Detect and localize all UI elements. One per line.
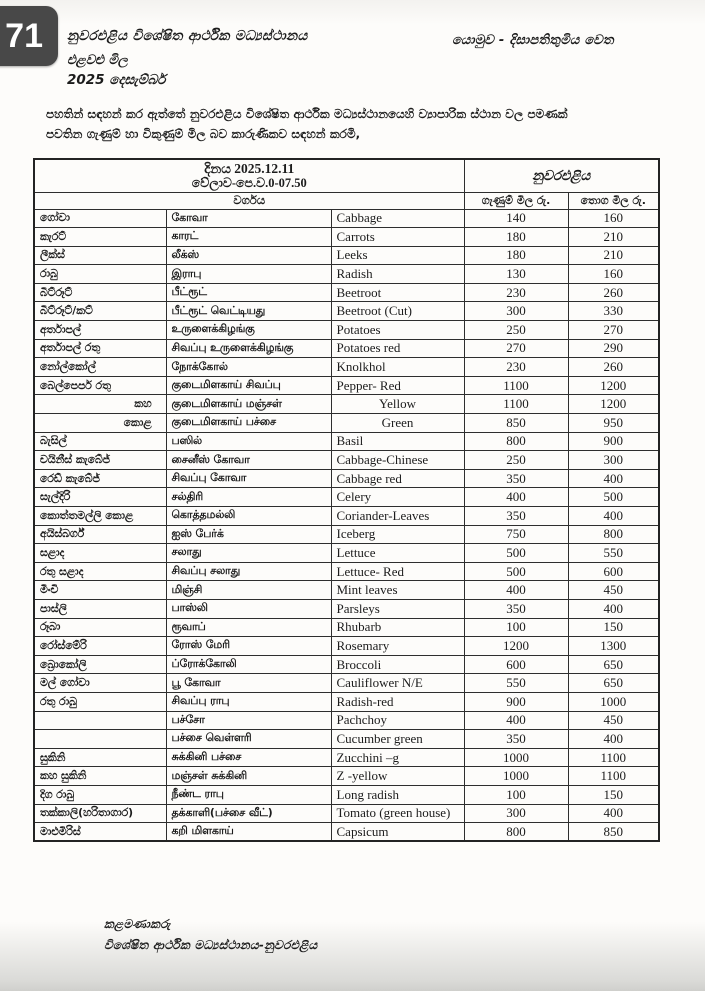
cell-wholesale-price: 210 (568, 228, 659, 247)
table-row (34, 302, 659, 321)
wholesale-price-header: තොග මිල රු. (568, 192, 659, 209)
cell-buying-price: 350 (464, 730, 568, 749)
buy-price-header: ගැණුම් මිල රු. (464, 192, 568, 209)
cell-wholesale-price: 850 (568, 823, 659, 842)
cell-tamil-name: சிவப்பு சலாது (166, 562, 331, 581)
cell-buying-price: 230 (464, 283, 568, 302)
cell-wholesale-price: 650 (568, 655, 659, 674)
cell-tamil-name: சிவப்பு ராபு (166, 692, 331, 711)
cell-wholesale-price: 160 (568, 265, 659, 284)
cell-english-name: Radish-red (331, 692, 464, 711)
cell-buying-price: 130 (464, 265, 568, 284)
table-row (34, 767, 659, 786)
cell-buying-price: 180 (464, 246, 568, 265)
cell-buying-price: 100 (464, 618, 568, 637)
cell-english-name: Knolkhol (331, 358, 464, 377)
cell-sinhala-name: චයිනීස් කැබේජ් (34, 451, 166, 470)
cell-english-name: Cucumber green (331, 730, 464, 749)
cell-english-name: Tomato (green house) (331, 804, 464, 823)
table-row (34, 823, 659, 842)
cell-wholesale-price: 650 (568, 674, 659, 693)
cell-english-name: Capsicum (331, 823, 464, 842)
cell-english-name: Radish (331, 265, 464, 284)
cell-tamil-name: கொத்தமல்லி (166, 507, 331, 526)
cell-sinhala-name: තක්කාලි(හරිතාගාර) (34, 804, 166, 823)
cell-buying-price: 300 (464, 302, 568, 321)
cell-english-name: Long radish (331, 785, 464, 804)
cell-tamil-name: சலாது (166, 544, 331, 563)
table-header-row-columns (34, 192, 659, 209)
cell-tamil-name: சல்திரி (166, 488, 331, 507)
cell-buying-price: 250 (464, 451, 568, 470)
cell-buying-price: 350 (464, 507, 568, 526)
cell-sinhala-name: බැසිල් (34, 432, 166, 451)
cell-buying-price: 850 (464, 414, 568, 433)
table-row (34, 228, 659, 247)
cell-english-name: Beetroot (331, 283, 464, 302)
intro-note-line-2: පවතින ගැණුම් හා විකුණුම් මිල බව කාරුණිකව සඳහන් කරමි, (46, 127, 361, 141)
cell-sinhala-name: රෝස්මේරි (34, 637, 166, 656)
cell-buying-price: 1100 (464, 376, 568, 395)
cell-tamil-name: பூ கோவா (166, 674, 331, 693)
cell-wholesale-price: 150 (568, 618, 659, 637)
table-row (34, 637, 659, 656)
cell-sinhala-name: බීට්රූට්/කට් (34, 302, 166, 321)
table-row (34, 674, 659, 693)
cell-english-name: Mint leaves (331, 581, 464, 600)
cell-tamil-name: கோவா (166, 209, 331, 228)
cell-wholesale-price: 400 (568, 507, 659, 526)
cell-english-name: Rosemary (331, 637, 464, 656)
document-title: එළවළු මිල (67, 53, 128, 68)
cell-buying-price: 230 (464, 358, 568, 377)
cell-tamil-name: கறி மிளகாய் (166, 823, 331, 842)
cell-buying-price: 550 (464, 674, 568, 693)
cell-english-name: Beetroot (Cut) (331, 302, 464, 321)
cell-sinhala-name: මාළුමිරිස් (34, 823, 166, 842)
cell-wholesale-price: 150 (568, 785, 659, 804)
cell-buying-price: 300 (464, 804, 568, 823)
cell-english-name: Celery (331, 488, 464, 507)
cell-wholesale-price: 330 (568, 302, 659, 321)
cell-wholesale-price: 450 (568, 711, 659, 730)
table-row (34, 730, 659, 749)
intro-note-line-1: පහතින් සඳහන් කර ඇත්තේ නුවරඑළිය විශේෂිත ආර්ථික මධ්‍යස්ථානයෙහි ව්‍යාපාරික ස්ථාන වල පමණක් (46, 107, 568, 121)
cell-buying-price: 500 (464, 544, 568, 563)
cell-sinhala-name: රූබා (34, 618, 166, 637)
cell-buying-price: 400 (464, 711, 568, 730)
table-row (34, 488, 659, 507)
cell-tamil-name: மிஞ்சி (166, 581, 331, 600)
cell-english-name: Green (331, 414, 464, 433)
table-row (34, 544, 659, 563)
time-label: වේලාව-පෙ.ව.0-07.50 (191, 175, 307, 190)
cell-buying-price: 1200 (464, 637, 568, 656)
page-number-badge: 71 (0, 6, 58, 66)
cell-sinhala-name: කොත්තමල්ලි කොළ (34, 507, 166, 526)
cell-tamil-name: குடைமிளகாய் சிவப்பு (166, 376, 331, 395)
cell-tamil-name: நோக்கோல் (166, 358, 331, 377)
price-table-body (34, 209, 659, 841)
cell-tamil-name: பீட்ரூட் (166, 283, 331, 302)
cell-wholesale-price: 1100 (568, 767, 659, 786)
table-row (34, 692, 659, 711)
cell-buying-price: 400 (464, 488, 568, 507)
cell-sinhala-name: බ්‍රොකෝලි (34, 655, 166, 674)
cell-sinhala-name (34, 711, 166, 730)
cell-sinhala-name: මීංචි (34, 581, 166, 600)
cell-sinhala-name: පාස්ලි (34, 599, 166, 618)
cell-sinhala-name: කොළ (34, 414, 166, 433)
cell-wholesale-price: 1200 (568, 376, 659, 395)
cell-buying-price: 250 (464, 321, 568, 340)
cell-english-name: Zucchini –g (331, 748, 464, 767)
cell-tamil-name: நீண்ட ராபு (166, 785, 331, 804)
cell-english-name: Broccoli (331, 655, 464, 674)
cell-wholesale-price: 260 (568, 358, 659, 377)
cell-english-name: Rhubarb (331, 618, 464, 637)
cell-sinhala-name: ගෝවා (34, 209, 166, 228)
cell-wholesale-price: 270 (568, 321, 659, 340)
table-row (34, 414, 659, 433)
cell-tamil-name: ஐஸ் பேர்க் (166, 525, 331, 544)
cell-buying-price: 900 (464, 692, 568, 711)
cell-wholesale-price: 1300 (568, 637, 659, 656)
cell-buying-price: 600 (464, 655, 568, 674)
cell-buying-price: 400 (464, 581, 568, 600)
cell-tamil-name: சிவப்பு கோவா (166, 469, 331, 488)
cell-wholesale-price: 600 (568, 562, 659, 581)
cell-sinhala-name: රෙඩ් කැබේජ් (34, 469, 166, 488)
cell-wholesale-price: 550 (568, 544, 659, 563)
cell-tamil-name: பஸில் (166, 432, 331, 451)
cell-sinhala-name: සළාද (34, 544, 166, 563)
cell-tamil-name: லீக்ஸ் (166, 246, 331, 265)
cell-sinhala-name: අර්තාපල් (34, 321, 166, 340)
cell-sinhala-name: බෙල්පෙපර් රතු (34, 376, 166, 395)
table-header-datetime (34, 159, 464, 192)
signatory-title: කළමණාකරු (104, 917, 171, 931)
signature-block (104, 914, 317, 956)
cell-tamil-name: இராபு (166, 265, 331, 284)
cell-english-name: Yellow (331, 395, 464, 414)
table-row (34, 804, 659, 823)
cell-buying-price: 1100 (464, 395, 568, 414)
cell-sinhala-name: මල් ගෝවා (34, 674, 166, 693)
cell-english-name: Cabbage (331, 209, 464, 228)
cell-tamil-name: பீட்ரூட் வெட்டியது (166, 302, 331, 321)
table-row (34, 599, 659, 618)
cell-buying-price: 800 (464, 432, 568, 451)
table-row (34, 748, 659, 767)
document-month: 2025 දෙසැම්බර් (67, 72, 166, 88)
cell-tamil-name: குடைமிளகாய் பச்சை (166, 414, 331, 433)
cell-sinhala-name: නෝල්කෝල් (34, 358, 166, 377)
cell-tamil-name: பச்சை வெள்ளரி (166, 730, 331, 749)
cell-sinhala-name: දිග රාබු (34, 785, 166, 804)
cell-english-name: Leeks (331, 246, 464, 265)
date-label: දිනය 2025.12.11 (204, 160, 295, 176)
cell-wholesale-price: 1200 (568, 395, 659, 414)
cell-wholesale-price: 210 (568, 246, 659, 265)
reference-note: යොමුව - දිසාපතිතුමිය වෙත (452, 33, 614, 48)
cell-english-name: Basil (331, 432, 464, 451)
cell-english-name: Pachchoy (331, 711, 464, 730)
table-row (34, 395, 659, 414)
cell-tamil-name: தக்காளி(பச்சை வீட்) (166, 804, 331, 823)
cell-wholesale-price: 160 (568, 209, 659, 228)
cell-tamil-name: சிவப்பு உருளைக்கிழங்கு (166, 339, 331, 358)
table-row (34, 507, 659, 526)
cell-sinhala-name: අර්තාපල් රතු (34, 339, 166, 358)
cell-buying-price: 800 (464, 823, 568, 842)
cell-buying-price: 140 (464, 209, 568, 228)
price-table (33, 158, 660, 842)
cell-english-name: Pepper- Red (331, 376, 464, 395)
cell-tamil-name: காரட் (166, 228, 331, 247)
cell-wholesale-price: 400 (568, 730, 659, 749)
cell-english-name: Iceberg (331, 525, 464, 544)
cell-english-name: Lettuce (331, 544, 464, 563)
cell-wholesale-price: 950 (568, 414, 659, 433)
table-row (34, 246, 659, 265)
cell-sinhala-name: රතු රාබු (34, 692, 166, 711)
intro-note (46, 104, 660, 144)
table-row (34, 469, 659, 488)
cell-wholesale-price: 1000 (568, 692, 659, 711)
letterhead (67, 28, 308, 88)
table-row (34, 711, 659, 730)
table-row (34, 655, 659, 674)
cell-english-name: Cabbage-Chinese (331, 451, 464, 470)
cell-sinhala-name: කැරට් (34, 228, 166, 247)
cell-tamil-name: சுக்கினி பச்சை (166, 748, 331, 767)
table-row (34, 321, 659, 340)
cell-english-name: Lettuce- Red (331, 562, 464, 581)
cell-tamil-name: ரோஸ் மேரி (166, 637, 331, 656)
cell-tamil-name: பச்சோ (166, 711, 331, 730)
table-row (34, 562, 659, 581)
table-row (34, 209, 659, 228)
signatory-org: විශේෂිත ආර්ථික මධ්‍යස්ථානය-නුවරඑළිය (104, 938, 318, 952)
table-header-location: නුවරඑළිය (464, 159, 659, 192)
cell-english-name: Cabbage red (331, 469, 464, 488)
cell-sinhala-name: සැල්දිරි (34, 488, 166, 507)
table-row (34, 618, 659, 637)
table-row (34, 358, 659, 377)
cell-buying-price: 1000 (464, 767, 568, 786)
table-row (34, 525, 659, 544)
cell-sinhala-name: කහ සුකිනි (34, 767, 166, 786)
cell-buying-price: 500 (464, 562, 568, 581)
cell-wholesale-price: 900 (568, 432, 659, 451)
cell-buying-price: 180 (464, 228, 568, 247)
cell-wholesale-price: 260 (568, 283, 659, 302)
cell-english-name: Coriander-Leaves (331, 507, 464, 526)
cell-buying-price: 350 (464, 599, 568, 618)
table-row (34, 785, 659, 804)
cell-wholesale-price: 800 (568, 525, 659, 544)
table-row (34, 339, 659, 358)
cell-sinhala-name: අයිස්බර්ග් (34, 525, 166, 544)
table-row (34, 283, 659, 302)
cell-wholesale-price: 400 (568, 599, 659, 618)
table-row (34, 451, 659, 470)
cell-wholesale-price: 450 (568, 581, 659, 600)
org-title: නුවරඑළිය විශේෂිත ආර්ථික මධ්‍යස්ථානය (67, 28, 308, 44)
cell-wholesale-price: 400 (568, 469, 659, 488)
cell-english-name: Cauliflower N/E (331, 674, 464, 693)
cell-sinhala-name (34, 730, 166, 749)
cell-sinhala-name: ලීක්ස් (34, 246, 166, 265)
cell-sinhala-name: කහ (34, 395, 166, 414)
cell-buying-price: 100 (464, 785, 568, 804)
table-row (34, 376, 659, 395)
cell-sinhala-name: රාබු (34, 265, 166, 284)
cell-buying-price: 1000 (464, 748, 568, 767)
cell-wholesale-price: 400 (568, 804, 659, 823)
cell-wholesale-price: 1100 (568, 748, 659, 767)
cell-tamil-name: சைனீஸ் கோவா (166, 451, 331, 470)
cell-wholesale-price: 300 (568, 451, 659, 470)
cell-buying-price: 350 (464, 469, 568, 488)
cell-sinhala-name: රතු සළාද (34, 562, 166, 581)
table-row (34, 432, 659, 451)
cell-sinhala-name: සුකිනි (34, 748, 166, 767)
table-row (34, 581, 659, 600)
cell-tamil-name: மஞ்சள் சுக்கினி (166, 767, 331, 786)
variety-header: වර්ගය (34, 192, 464, 209)
cell-wholesale-price: 290 (568, 339, 659, 358)
cell-buying-price: 270 (464, 339, 568, 358)
table-row (34, 265, 659, 284)
cell-english-name: Z -yellow (331, 767, 464, 786)
cell-sinhala-name: බීට්රූට් (34, 283, 166, 302)
cell-wholesale-price: 500 (568, 488, 659, 507)
table-header-row-datetime (34, 159, 659, 192)
cell-buying-price: 750 (464, 525, 568, 544)
cell-english-name: Carrots (331, 228, 464, 247)
cell-tamil-name: ப்ரோக்கோலி (166, 655, 331, 674)
cell-tamil-name: ரூவாப் (166, 618, 331, 637)
cell-tamil-name: பாஸ்லி (166, 599, 331, 618)
cell-english-name: Potatoes red (331, 339, 464, 358)
cell-english-name: Potatoes (331, 321, 464, 340)
cell-english-name: Parsleys (331, 599, 464, 618)
cell-tamil-name: உருளைக்கிழங்கு (166, 321, 331, 340)
cell-tamil-name: குடைமிளகாய் மஞ்சள் (166, 395, 331, 414)
